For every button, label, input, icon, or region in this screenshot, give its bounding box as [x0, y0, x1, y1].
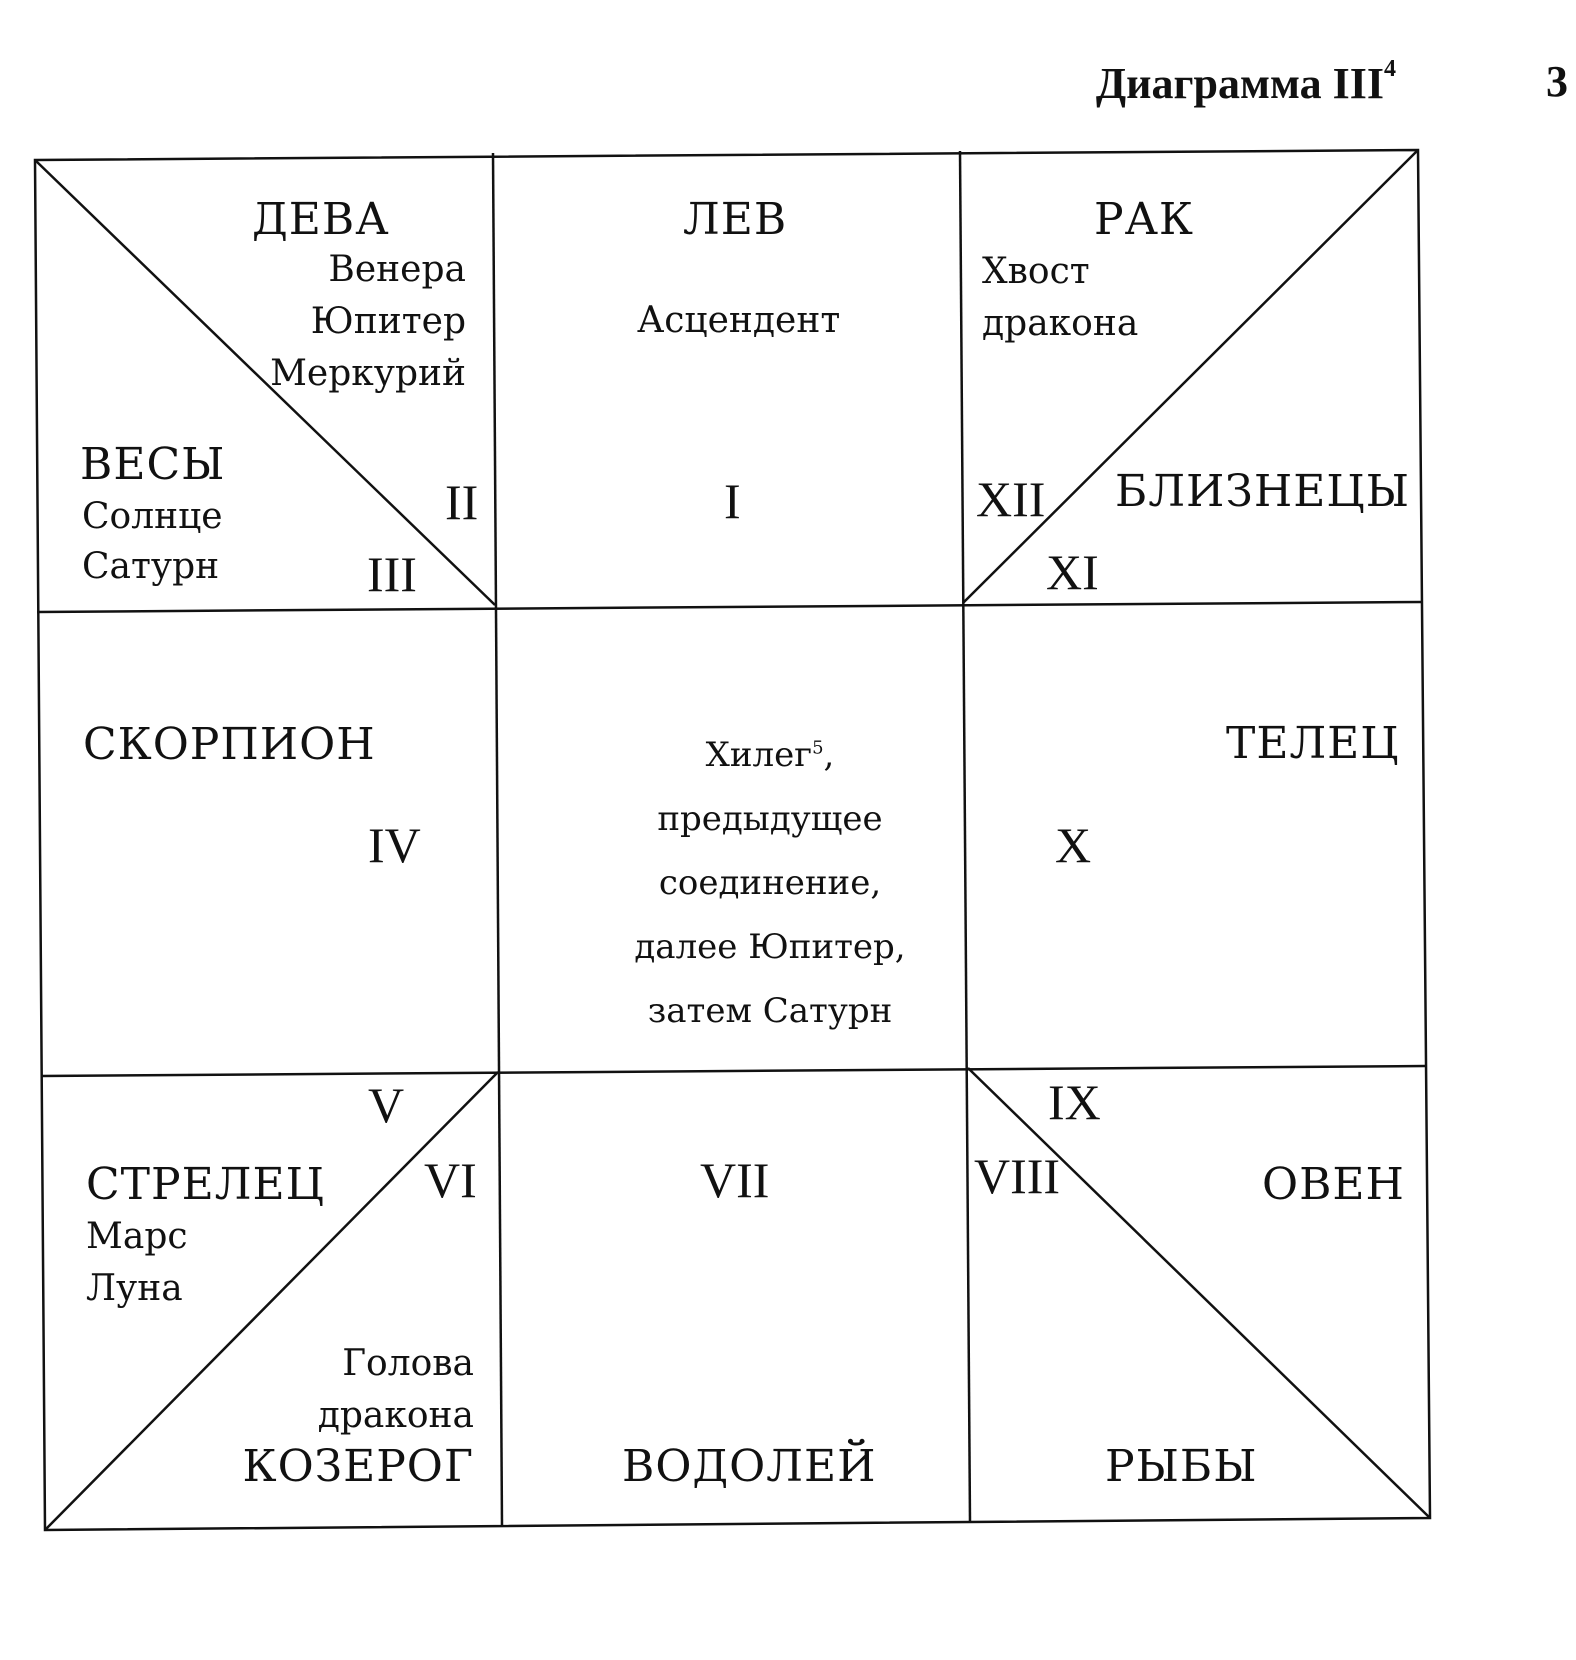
- center-line-3: соединение,: [658, 863, 882, 903]
- planet-venus: Венера: [328, 249, 466, 290]
- house-number-xi: XI: [1046, 544, 1099, 600]
- house-number-vi: VI: [424, 1152, 477, 1208]
- sign-capricorn: КОЗЕРОГ: [242, 1441, 474, 1492]
- planet-mars: Марс: [86, 1216, 188, 1257]
- sign-gemini: БЛИЗНЕЦЫ: [1115, 466, 1410, 517]
- house-number-xii: XII: [976, 471, 1046, 527]
- sign-aquarius: ВОДОЛЕЙ: [622, 1441, 877, 1492]
- sign-leo: ЛЕВ: [683, 194, 788, 245]
- grid-line-h1: [37, 602, 1422, 612]
- center-note: [540, 735, 1000, 1055]
- grid-line-v1: [493, 153, 502, 1526]
- sign-taurus: ТЕЛЕЦ: [1226, 718, 1400, 769]
- diagram-title-text: Диаграмма III: [1095, 59, 1384, 108]
- page-number: 3: [1546, 57, 1568, 106]
- sign-scorpio: СКОРПИОН: [83, 719, 376, 770]
- sign-libra: ВЕСЫ: [80, 439, 226, 490]
- house-number-ix: IX: [1048, 1074, 1101, 1130]
- sign-cancer: РАК: [1094, 194, 1194, 245]
- house-number-i: I: [724, 473, 741, 529]
- planet-saturn: Сатурн: [82, 546, 220, 587]
- planet-sun: Солнце: [82, 496, 223, 537]
- dragon-tail-line1: Хвост: [982, 251, 1090, 292]
- planet-moon: Луна: [86, 1268, 183, 1309]
- sign-pisces: РЫБЫ: [1105, 1441, 1258, 1492]
- dragon-head-line2: дракона: [317, 1395, 474, 1436]
- center-line-hyleg: Хилег$^5$,: [705, 735, 835, 775]
- house-number-viii: VIII: [974, 1148, 1061, 1204]
- house-number-vii: VII: [700, 1152, 770, 1208]
- house-number-iii: III: [367, 546, 417, 602]
- house-number-ii: II: [445, 474, 479, 530]
- sign-aries: ОВЕН: [1262, 1159, 1405, 1210]
- center-line-4: далее Юпитер,: [634, 927, 906, 967]
- center-line-5: затем Сатурн: [647, 991, 893, 1031]
- grid-line-h2: [41, 1066, 1425, 1076]
- dragon-tail-line2: дракона: [982, 303, 1139, 344]
- planet-mercury: Меркурий: [270, 353, 466, 394]
- ascendant-label: Асцендент: [637, 300, 841, 341]
- house-number-v: V: [368, 1077, 405, 1133]
- title-footnote-mark: 4: [1384, 56, 1396, 82]
- house-number-iv: IV: [368, 817, 421, 873]
- sign-sagittarius: СТРЕЛЕЦ: [86, 1159, 325, 1210]
- sign-virgo: ДЕВА: [252, 194, 390, 245]
- planet-jupiter: Юпитер: [310, 301, 466, 342]
- house-number-x: X: [1055, 817, 1092, 873]
- dragon-head-line1: Голова: [342, 1343, 474, 1384]
- center-line-2: предыдущее: [657, 799, 883, 839]
